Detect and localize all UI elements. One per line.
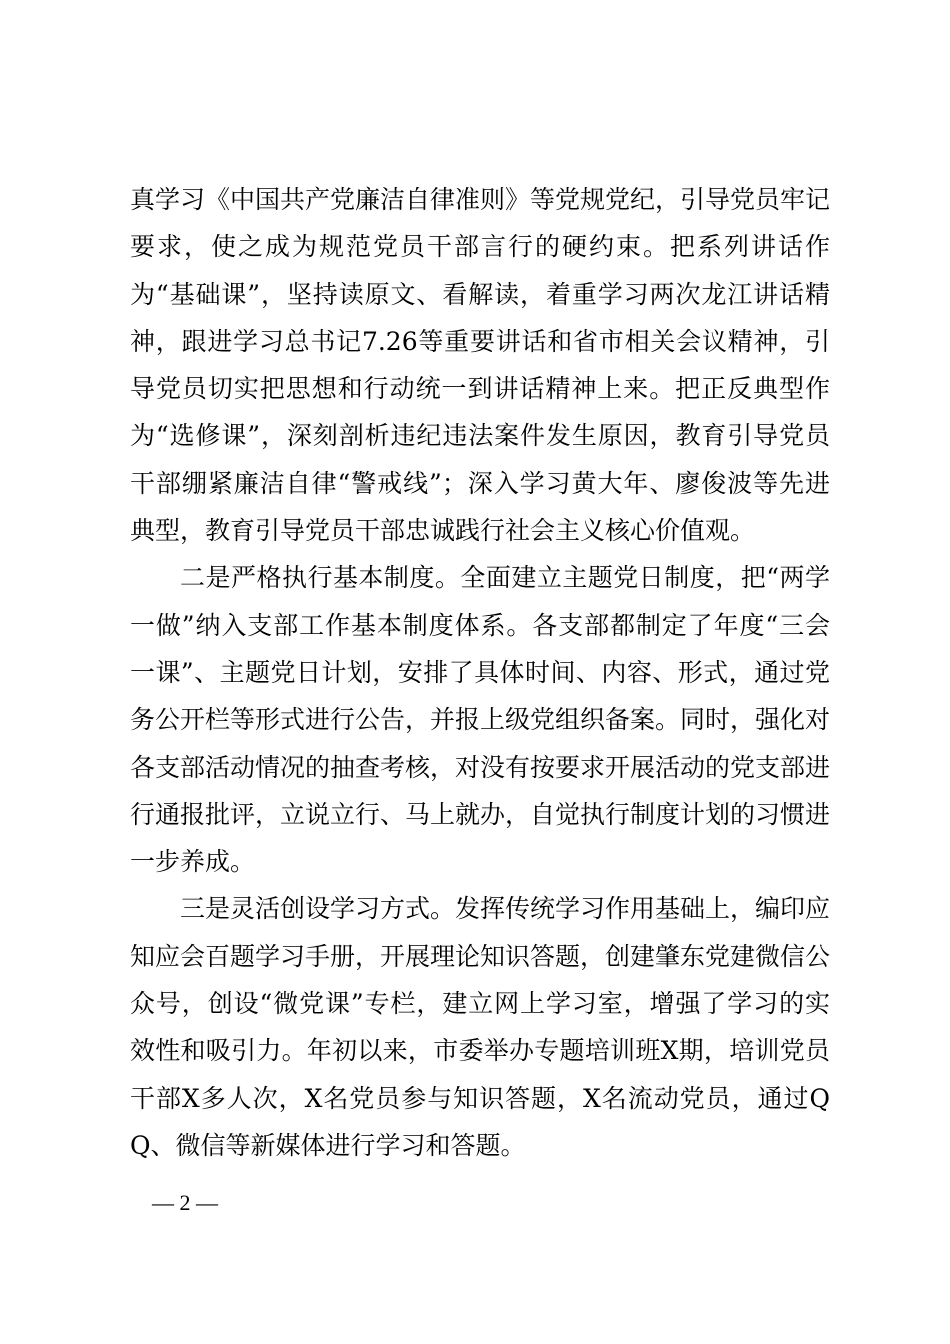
paragraph-continuation: 真学习《中国共产党廉洁自律准则》等党规党纪，引导党员牢记要求，使之成为规范党员干部言行的硬约束。把系列讲话作为“基础课”，坚持读原文、看解读，着重学习两次龙江讲话精神，跟进学习总书记7.26等重要讲话和省市相关会议精神，引导党员切实把思想和行动统一到讲话精神上来。把正反典型作为“选修课”，深刻剖析违纪违法案件发生原因，教育引导党员干部绷紧廉洁自律“警戒线”；深入学习黄大年、廖俊波等先进典型，教育引导党员干部忠诚践行社会主义核心价值观。 <box>130 185 831 546</box>
document-body <box>130 176 830 1169</box>
paragraph-learning-methods: 三是灵活创设学习方式。发挥传统学习作用基础上，编印应知应会百题学习手册，开展理论知识答题，创建肇东党建微信公众号，创设“微党课”专栏，建立网上学习室，增强了学习的实效性和吸引力。年初以来，市委举办专题培训班X期，培训党员干部X多人次，X名党员参与知识答题，X名流动党员，通过QQ、微信等新媒体进行学习和答题。 <box>130 894 831 1160</box>
paragraph-strict-system: 二是严格执行基本制度。全面建立主题党日制度，把“两学一做”纳入支部工作基本制度体系。各支部都制定了年度“三会一课”、主题党日计划，安排了具体时间、内容、形式，通过党务公开栏等形式进行公告，并报上级党组织备案。同时，强化对各支部活动情况的抽查考核，对没有按要求开展活动的党支部进行通报批评，立说立行、马上就办，自觉执行制度计划的习惯进一步养成。 <box>130 563 831 877</box>
page-number: — 2 — <box>152 1190 218 1215</box>
